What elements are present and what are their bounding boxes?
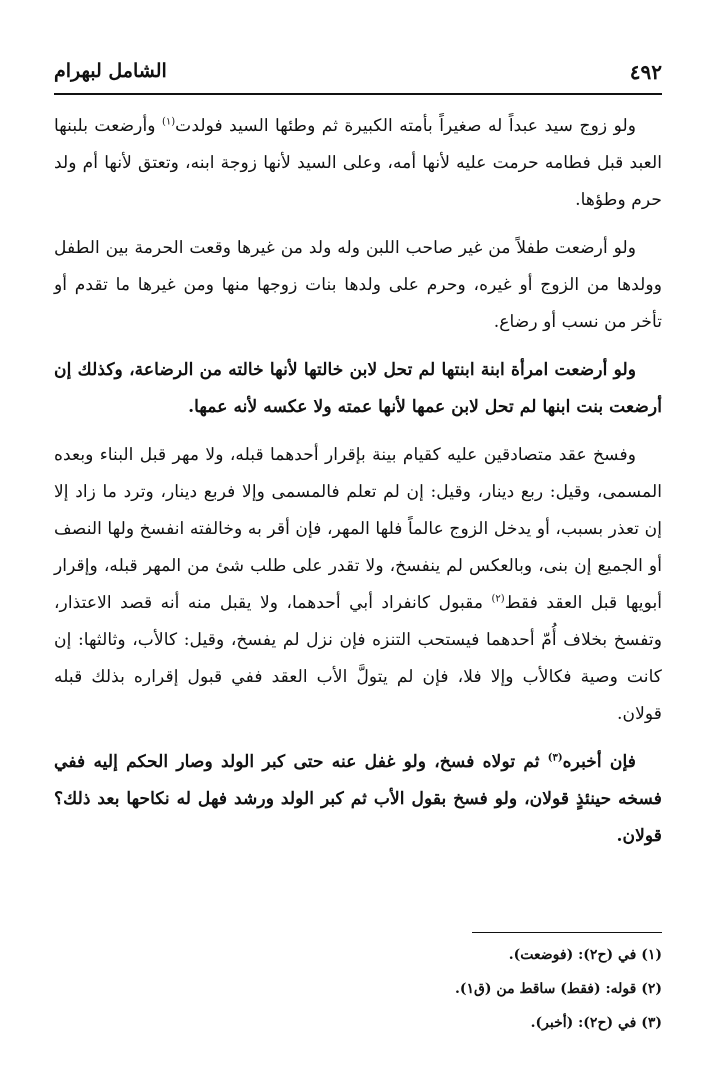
paragraph-text: مقبول كانفراد أبي أحدهما، ولا يقبل منه أنه قصد الاعتذار، وتفسخ بخلاف أُمّ أحدهما فيستحب التنزه فإن نزل لم يفسخ، وقيل: كالأب، وثالثها: إن كانت وصية فكالأب وإلا فلا، فإن لم يتولَّ الأب العقد ففي قبول إقراره بذلك قبله قولان. xyxy=(54,593,662,724)
paragraph-3 xyxy=(54,352,662,426)
paragraph-5 xyxy=(54,744,662,855)
paragraph-text: ثم تولاه فسخ، ولو غفل عنه حتى كبر الولد وصار الحكم إليه ففي فسخه حينئذٍ قولان، ولو فسخ بقول الأب ثم كبر الولد ورشد فهل له نكاحها بعد ذلك؟ قولان. xyxy=(54,752,662,846)
paragraph-1 xyxy=(54,108,662,219)
footnote-2: (٢) قوله: (فقط) ساقط من (ق١). xyxy=(455,981,662,997)
footnote-reference: (٣) xyxy=(547,752,563,764)
footnotes xyxy=(54,938,662,1040)
paragraph-text: وأرضعت بلبنها العبد قبل فطامه حرمت عليه لأنها أمه، وعلى السيد لأنها زوجة ابنه، وتعتق لأنها أم ولد حرم وطؤها. xyxy=(54,116,662,210)
footnote-rule xyxy=(472,932,662,933)
footnote-reference: (٢) xyxy=(491,593,505,605)
paragraph-text: ولو زوج سيد عبداً له صغيراً بأمته الكبيرة ثم وطئها السيد فولدت xyxy=(175,116,637,136)
running-title: الشامل لبهرام xyxy=(54,60,167,82)
footnote-reference: (١) xyxy=(161,116,176,128)
paragraph-text: فإن أخبره xyxy=(562,752,636,772)
paragraph-text: ولو أرضعت طفلاً من غير صاحب اللبن وله ولد من غيرها وقعت الحرمة بين الطفل وولدها من الزوج أو غيره، وحرم على ولدها بنات زوجها منها ومن غيرها ما تقدم أو تأخر من نسب أو رضاع. xyxy=(54,238,662,332)
paragraph-text: وفسخ عقد متصادقين عليه كقيام بينة بإقرار أحدهما قبله، ولا مهر قبل البناء وبعده المسمى، وقيل: ربع دينار، وقيل: إن لم تعلم فالمسمى وإلا فربع دينار، وترد ما زاد إلا إن تعذر بسبب، أو يدخل الزوج عالماً فلها المهر، فإن أقر به وخالفته انفسخ ولها النصف أو الجميع إن بنى، وبالعكس لم ينفسخ، ولا تقدر على طلب شئ من المهر قبله، وإقرار أبويها قبل العقد فقط xyxy=(54,445,663,613)
paragraph-text: ولو أرضعت امرأة ابنة ابنتها لم تحل لابن خالتها لأنها خالته من الرضاعة، وكذلك إن أرضعت بنت ابنها لم تحل لابن عمها لأنها عمته ولا عكسه لأنه عمها. xyxy=(54,360,662,417)
footnote-3: (٣) في (ح٢): (أخبر). xyxy=(530,1015,662,1031)
paragraph-2 xyxy=(54,230,662,341)
body-text xyxy=(54,108,662,866)
header-rule xyxy=(54,93,662,95)
page-header xyxy=(54,58,662,92)
paragraph-4 xyxy=(54,437,662,733)
page-number: ٤٩٢ xyxy=(629,60,662,84)
footnote-1: (١) في (ح٢): (فوضعت). xyxy=(508,947,662,963)
